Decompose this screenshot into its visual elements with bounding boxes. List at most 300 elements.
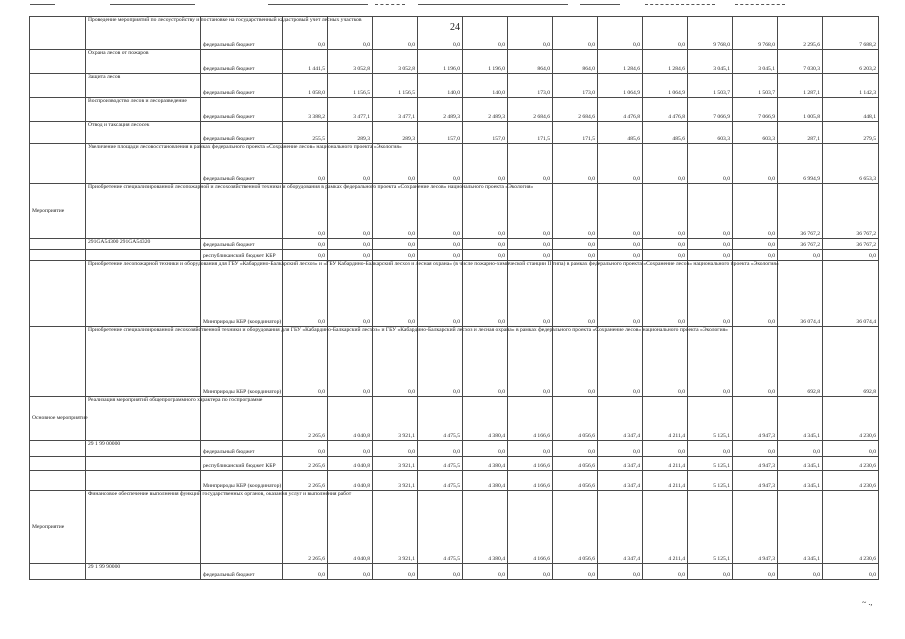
value-cell: 0,0 <box>373 239 418 250</box>
row-name: Воспроизводство лесов и лесоразведение <box>86 98 201 122</box>
header-line <box>645 4 715 6</box>
value-cell: 140,0 <box>463 74 508 98</box>
budget-code: 291GA54300 291GA54320 <box>86 239 201 250</box>
value-cell: 4 230,6 <box>823 397 879 441</box>
value-cell: 0,0 <box>508 239 553 250</box>
value-cell: 4 211,4 <box>643 397 688 441</box>
value-cell: 0,0 <box>688 441 733 457</box>
value-cell: 0,0 <box>553 250 598 261</box>
row-kind <box>30 74 86 98</box>
budget-code: 29 1 99 90000 <box>86 564 201 580</box>
value-cell: 9 768,0 <box>733 17 778 50</box>
row-kind <box>30 17 86 50</box>
value-cell: 2 684,6 <box>553 98 598 122</box>
value-cell: 4 947,3 <box>733 397 778 441</box>
table-row <box>30 144 879 184</box>
header-line <box>268 4 368 5</box>
header-line <box>375 4 405 6</box>
value-cell: 173,0 <box>508 74 553 98</box>
value-cell: 2 265,6 <box>283 397 328 441</box>
value-cell: 0,0 <box>553 441 598 457</box>
value-cell: 1 196,0 <box>463 50 508 74</box>
value-cell: 0,0 <box>508 261 553 327</box>
funding-source: Минприроды КБР (координатор) <box>201 471 283 491</box>
value-cell: 4 056,6 <box>553 471 598 491</box>
value-cell: 0,0 <box>508 184 553 239</box>
value-cell: 0,0 <box>463 17 508 50</box>
value-cell: 0,0 <box>283 564 328 580</box>
value-cell: 1 058,0 <box>283 74 328 98</box>
funding-source: федеральный бюджет <box>201 98 283 122</box>
table-row <box>30 122 879 144</box>
value-cell: 1 503,7 <box>733 74 778 98</box>
value-cell: 4 166,6 <box>508 491 553 564</box>
value-cell: 1 156,5 <box>328 74 373 98</box>
value-cell: 1 284,6 <box>643 50 688 74</box>
value-cell: 0,0 <box>643 239 688 250</box>
table-row <box>30 261 879 327</box>
value-cell: 0,0 <box>733 261 778 327</box>
table-row <box>30 98 879 122</box>
value-cell: 1 005,8 <box>778 98 823 122</box>
value-cell: 2 489,3 <box>463 98 508 122</box>
value-cell: 255,5 <box>283 122 328 144</box>
row-kind <box>30 457 86 471</box>
row-kind: Мероприятие <box>30 184 86 239</box>
row-name: Увеличение площади лесовосстановления в рамках федерального проекта «Сохранение лесов» национального проекта «Экология» <box>86 144 201 184</box>
value-cell: 448,1 <box>823 98 879 122</box>
value-cell: 0,0 <box>418 144 463 184</box>
value-cell: 0,0 <box>508 327 553 397</box>
value-cell: 0,0 <box>283 441 328 457</box>
value-cell: 0,0 <box>553 564 598 580</box>
value-cell: 0,0 <box>463 564 508 580</box>
value-cell: 0,0 <box>643 564 688 580</box>
table-row <box>30 441 879 457</box>
value-cell: 4 230,6 <box>823 491 879 564</box>
value-cell: 0,0 <box>643 17 688 50</box>
table-row <box>30 184 879 239</box>
value-cell: 5 125,1 <box>688 491 733 564</box>
header-line <box>580 4 620 5</box>
value-cell: 4 345,1 <box>778 397 823 441</box>
value-cell: 4 211,4 <box>643 457 688 471</box>
value-cell: 4 166,6 <box>508 397 553 441</box>
footer-mark: ~ ., <box>862 598 873 607</box>
table-row <box>30 250 879 261</box>
value-cell: 4 056,6 <box>553 457 598 471</box>
value-cell: 4 230,6 <box>823 457 879 471</box>
value-cell: 4 947,3 <box>733 471 778 491</box>
value-cell: 0,0 <box>643 144 688 184</box>
row-kind <box>30 98 86 122</box>
value-cell: 171,5 <box>508 122 553 144</box>
funding-source: федеральный бюджет <box>201 50 283 74</box>
value-cell: 0,0 <box>373 441 418 457</box>
value-cell: 3 045,1 <box>733 50 778 74</box>
value-cell: 4 211,4 <box>643 491 688 564</box>
page-number: 24 <box>450 22 460 33</box>
value-cell: 3 388,2 <box>283 98 328 122</box>
row-name: Реализация мероприятий общепрограммного характера по госпрограмме <box>86 397 201 441</box>
table-row <box>30 397 879 441</box>
value-cell: 36 767,2 <box>778 239 823 250</box>
funding-source: федеральный бюджет <box>201 239 283 250</box>
value-cell: 4 345,1 <box>778 457 823 471</box>
value-cell: 0,0 <box>328 144 373 184</box>
value-cell: 0,0 <box>283 261 328 327</box>
value-cell: 5 125,1 <box>688 457 733 471</box>
value-cell: 0,0 <box>418 184 463 239</box>
value-cell: 0,0 <box>373 250 418 261</box>
row-kind <box>30 239 86 250</box>
value-cell: 485,6 <box>598 122 643 144</box>
value-cell: 2 265,6 <box>283 471 328 491</box>
value-cell: 173,0 <box>553 74 598 98</box>
value-cell: 0,0 <box>283 17 328 50</box>
value-cell: 0,0 <box>643 441 688 457</box>
value-cell: 4 475,5 <box>418 457 463 471</box>
value-cell: 0,0 <box>733 564 778 580</box>
value-cell: 0,0 <box>598 144 643 184</box>
value-cell: 4 380,4 <box>463 397 508 441</box>
value-cell: 1 196,0 <box>418 50 463 74</box>
value-cell: 0,0 <box>598 17 643 50</box>
value-cell: 0,0 <box>598 261 643 327</box>
value-cell: 485,6 <box>643 122 688 144</box>
value-cell: 0,0 <box>328 239 373 250</box>
value-cell: 5 125,1 <box>688 397 733 441</box>
value-cell: 0,0 <box>283 144 328 184</box>
table-row <box>30 457 879 471</box>
value-cell: 0,0 <box>598 327 643 397</box>
value-cell: 0,0 <box>733 327 778 397</box>
value-cell: 0,0 <box>508 441 553 457</box>
row-name: Проведение мероприятий по лесоустройству и постановке на государственный кадастровый учет лесных участков <box>86 17 201 50</box>
value-cell: 3 477,1 <box>373 98 418 122</box>
value-cell: 4 947,3 <box>733 457 778 471</box>
value-cell: 0,0 <box>733 184 778 239</box>
value-cell: 157,0 <box>418 122 463 144</box>
value-cell: 0,0 <box>598 250 643 261</box>
value-cell: 7 066,9 <box>733 98 778 122</box>
value-cell: 0,0 <box>508 144 553 184</box>
value-cell: 2 684,6 <box>508 98 553 122</box>
funding-source: федеральный бюджет <box>201 564 283 580</box>
row-name: Защита лесов <box>86 74 201 98</box>
value-cell: 0,0 <box>463 239 508 250</box>
value-cell: 4 230,6 <box>823 471 879 491</box>
row-kind <box>30 250 86 261</box>
value-cell: 36 074,4 <box>823 261 879 327</box>
value-cell: 0,0 <box>418 261 463 327</box>
header-line <box>418 4 568 5</box>
value-cell: 3 921,1 <box>373 457 418 471</box>
value-cell: 864,0 <box>508 50 553 74</box>
table-row <box>30 239 879 250</box>
funding-source <box>201 397 283 441</box>
funding-source: федеральный бюджет <box>201 74 283 98</box>
value-cell: 4 347,4 <box>598 471 643 491</box>
row-name <box>86 471 201 491</box>
value-cell: 4 380,4 <box>463 471 508 491</box>
funding-source: Минприроды КБР (координатор) <box>201 261 283 327</box>
value-cell: 0,0 <box>598 184 643 239</box>
value-cell: 3 052,8 <box>373 50 418 74</box>
value-cell: 6 653,3 <box>823 144 879 184</box>
value-cell: 0,0 <box>373 327 418 397</box>
funding-source: федеральный бюджет <box>201 17 283 50</box>
value-cell: 0,0 <box>463 184 508 239</box>
value-cell: 0,0 <box>643 261 688 327</box>
value-cell: 6 203,2 <box>823 50 879 74</box>
value-cell: 5 125,1 <box>688 471 733 491</box>
value-cell: 0,0 <box>328 17 373 50</box>
value-cell: 4 345,1 <box>778 471 823 491</box>
value-cell: 0,0 <box>688 144 733 184</box>
value-cell: 0,0 <box>643 250 688 261</box>
row-name: Приобретение специализированной лесопожарной и лесохозяйственной техники и оборудования в рамках федерального проекта «Сохранение лесов» национального проекта «Экология» <box>86 184 201 239</box>
value-cell: 289,3 <box>328 122 373 144</box>
row-name: Приобретение лесопожарной техники и оборудования для ГБУ «Кабардино-Балкарский лесхоз» и «ГБУ Кабардино-Балкарский лесхоз и лесная охрана» (в числе пожарно-химической станции II типа) в рамках федерального проекта «Сохранение лесов» национального проекта «Экология» <box>86 261 201 327</box>
value-cell: 1 503,7 <box>688 74 733 98</box>
value-cell: 0,0 <box>778 441 823 457</box>
funding-source: федеральный бюджет <box>201 122 283 144</box>
row-name <box>86 457 201 471</box>
value-cell: 36 767,2 <box>823 184 879 239</box>
funding-source <box>201 184 283 239</box>
budget-table <box>29 16 879 580</box>
value-cell: 0,0 <box>508 564 553 580</box>
value-cell: 4 476,8 <box>598 98 643 122</box>
value-cell: 4 040,8 <box>328 491 373 564</box>
value-cell: 0,0 <box>733 239 778 250</box>
value-cell: 4 380,4 <box>463 491 508 564</box>
value-cell: 0,0 <box>463 441 508 457</box>
value-cell: 0,0 <box>553 144 598 184</box>
value-cell: 9 768,0 <box>688 17 733 50</box>
funding-source: федеральный бюджет <box>201 441 283 457</box>
value-cell: 0,0 <box>733 250 778 261</box>
value-cell: 0,0 <box>823 564 879 580</box>
value-cell: 36 767,2 <box>823 239 879 250</box>
value-cell: 0,0 <box>418 564 463 580</box>
value-cell: 4 475,5 <box>418 491 463 564</box>
value-cell: 4 347,4 <box>598 491 643 564</box>
row-kind: Основное мероприятие <box>30 397 86 441</box>
value-cell: 0,0 <box>688 239 733 250</box>
value-cell: 0,0 <box>643 184 688 239</box>
value-cell: 36 767,2 <box>778 184 823 239</box>
row-kind <box>30 122 86 144</box>
table-row <box>30 491 879 564</box>
value-cell: 4 211,4 <box>643 471 688 491</box>
row-kind <box>30 261 86 327</box>
value-cell: 4 380,4 <box>463 457 508 471</box>
value-cell: 603,3 <box>733 122 778 144</box>
value-cell: 0,0 <box>283 327 328 397</box>
funding-source: республиканский бюджет КБР <box>201 457 283 471</box>
value-cell: 0,0 <box>328 184 373 239</box>
table-row <box>30 50 879 74</box>
value-cell: 3 045,1 <box>688 50 733 74</box>
value-cell: 2 265,6 <box>283 457 328 471</box>
value-cell: 0,0 <box>688 327 733 397</box>
table-row <box>30 74 879 98</box>
value-cell: 4 476,8 <box>643 98 688 122</box>
value-cell: 4 040,8 <box>328 457 373 471</box>
value-cell: 4 947,3 <box>733 491 778 564</box>
value-cell: 3 052,8 <box>328 50 373 74</box>
value-cell: 7 688,2 <box>823 17 879 50</box>
value-cell: 0,0 <box>283 184 328 239</box>
value-cell: 289,3 <box>373 122 418 144</box>
value-cell: 0,0 <box>823 250 879 261</box>
value-cell: 0,0 <box>598 441 643 457</box>
value-cell: 0,0 <box>688 184 733 239</box>
value-cell: 3 477,1 <box>328 98 373 122</box>
value-cell: 2 489,3 <box>418 98 463 122</box>
value-cell: 692,8 <box>823 327 879 397</box>
value-cell: 0,0 <box>598 239 643 250</box>
value-cell: 4 347,4 <box>598 457 643 471</box>
value-cell: 4 040,8 <box>328 471 373 491</box>
table-row <box>30 327 879 397</box>
funding-source: Минприроды КБР (координатор) <box>201 327 283 397</box>
row-kind <box>30 441 86 457</box>
value-cell: 0,0 <box>283 239 328 250</box>
value-cell: 0,0 <box>373 17 418 50</box>
value-cell: 0,0 <box>328 327 373 397</box>
value-cell: 6 994,9 <box>778 144 823 184</box>
value-cell: 279,5 <box>823 122 879 144</box>
value-cell: 0,0 <box>328 250 373 261</box>
funding-source <box>201 491 283 564</box>
value-cell: 0,0 <box>463 250 508 261</box>
value-cell: 4 475,5 <box>418 397 463 441</box>
value-cell: 0,0 <box>553 184 598 239</box>
value-cell: 0,0 <box>508 250 553 261</box>
value-cell: 3 921,1 <box>373 471 418 491</box>
value-cell: 0,0 <box>463 261 508 327</box>
value-cell: 2 295,6 <box>778 17 823 50</box>
value-cell: 0,0 <box>598 564 643 580</box>
header-line <box>110 4 195 5</box>
value-cell: 0,0 <box>418 441 463 457</box>
value-cell: 0,0 <box>553 239 598 250</box>
funding-source: федеральный бюджет <box>201 144 283 184</box>
value-cell: 0,0 <box>373 184 418 239</box>
value-cell: 1 142,3 <box>823 74 879 98</box>
value-cell: 0,0 <box>823 441 879 457</box>
table-row <box>30 17 879 50</box>
value-cell: 4 345,1 <box>778 491 823 564</box>
value-cell: 0,0 <box>778 564 823 580</box>
value-cell: 0,0 <box>553 327 598 397</box>
value-cell: 171,5 <box>553 122 598 144</box>
value-cell: 0,0 <box>418 250 463 261</box>
value-cell: 7 066,9 <box>688 98 733 122</box>
value-cell: 2 265,6 <box>283 491 328 564</box>
value-cell: 1 287,1 <box>778 74 823 98</box>
row-kind <box>30 144 86 184</box>
value-cell: 4 166,6 <box>508 457 553 471</box>
row-name: Отвод и таксация лесосек <box>86 122 201 144</box>
value-cell: 3 921,1 <box>373 491 418 564</box>
header-line <box>735 4 785 6</box>
value-cell: 0,0 <box>778 250 823 261</box>
value-cell: 603,3 <box>688 122 733 144</box>
row-kind <box>30 50 86 74</box>
value-cell: 0,0 <box>733 441 778 457</box>
value-cell: 0,0 <box>373 144 418 184</box>
value-cell: 0,0 <box>328 564 373 580</box>
value-cell: 0,0 <box>373 261 418 327</box>
value-cell: 140,0 <box>418 74 463 98</box>
value-cell: 0,0 <box>688 250 733 261</box>
value-cell: 4 166,6 <box>508 471 553 491</box>
row-name: Охрана лесов от пожаров <box>86 50 201 74</box>
table-row <box>30 471 879 491</box>
value-cell: 692,8 <box>778 327 823 397</box>
row-name: Приобретение специализированной лесохозяйственной техники и оборудования для ГБУ «Кабардино-Балкарский лесхоз» и ГБУ «Кабардино-Балкарский лесхоз и лесная охрана» в рамках федерального проекта «Сохранение лесов» национального проекта «Экология» <box>86 327 201 397</box>
value-cell: 1 064,9 <box>643 74 688 98</box>
value-cell: 864,0 <box>553 50 598 74</box>
value-cell: 0,0 <box>418 17 463 50</box>
value-cell: 0,0 <box>283 250 328 261</box>
value-cell: 0,0 <box>463 144 508 184</box>
row-name <box>86 250 201 261</box>
value-cell: 157,0 <box>463 122 508 144</box>
value-cell: 1 156,5 <box>373 74 418 98</box>
value-cell: 0,0 <box>733 144 778 184</box>
row-kind: Мероприятие <box>30 491 86 564</box>
value-cell: 0,0 <box>463 327 508 397</box>
value-cell: 4 040,8 <box>328 397 373 441</box>
value-cell: 0,0 <box>373 564 418 580</box>
header-line <box>30 4 55 5</box>
value-cell: 0,0 <box>688 261 733 327</box>
value-cell: 36 074,4 <box>778 261 823 327</box>
row-kind <box>30 471 86 491</box>
value-cell: 4 347,4 <box>598 397 643 441</box>
value-cell: 0,0 <box>508 17 553 50</box>
table-row <box>30 564 879 580</box>
value-cell: 1 284,6 <box>598 50 643 74</box>
value-cell: 0,0 <box>328 441 373 457</box>
value-cell: 4 475,5 <box>418 471 463 491</box>
value-cell: 4 056,6 <box>553 397 598 441</box>
row-name: Финансовое обеспечение выполнения функций государственных органов, оказания услуг и выполнения работ <box>86 491 201 564</box>
row-kind <box>30 327 86 397</box>
value-cell: 1 064,9 <box>598 74 643 98</box>
value-cell: 0,0 <box>553 261 598 327</box>
row-kind <box>30 564 86 580</box>
value-cell: 3 921,1 <box>373 397 418 441</box>
value-cell: 0,0 <box>328 261 373 327</box>
value-cell: 4 056,6 <box>553 491 598 564</box>
value-cell: 0,0 <box>643 327 688 397</box>
value-cell: 0,0 <box>688 564 733 580</box>
budget-code: 29 1 99 00000 <box>86 441 201 457</box>
value-cell: 0,0 <box>418 327 463 397</box>
funding-source: республиканский бюджет КБР <box>201 250 283 261</box>
value-cell: 0,0 <box>553 17 598 50</box>
value-cell: 7 030,3 <box>778 50 823 74</box>
value-cell: 287,1 <box>778 122 823 144</box>
value-cell: 1 441,5 <box>283 50 328 74</box>
value-cell: 0,0 <box>418 239 463 250</box>
